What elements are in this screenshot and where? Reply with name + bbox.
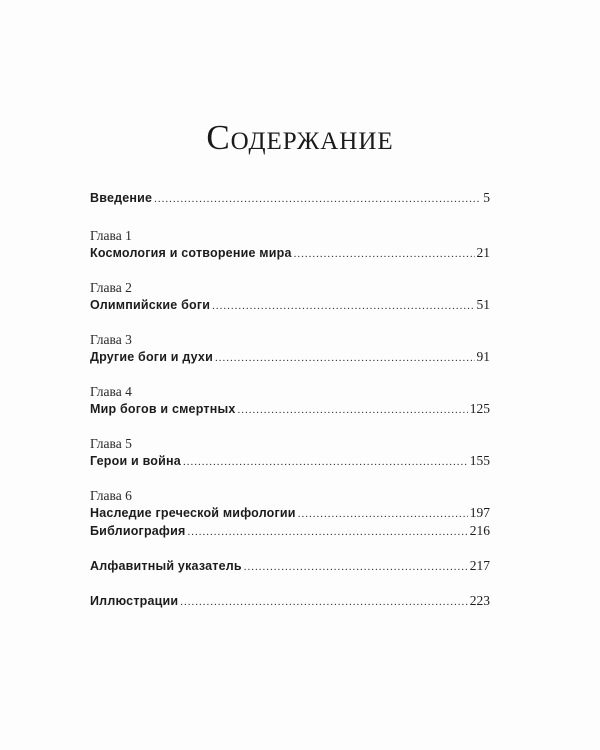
dot-leader <box>298 506 468 523</box>
toc-page-number: 217 <box>469 558 490 573</box>
toc-entry-title: Введение <box>90 191 153 205</box>
dot-leader <box>212 298 474 315</box>
chapter-label: Глава 6 <box>90 488 132 503</box>
chapter-label: Глава 5 <box>90 436 132 451</box>
toc-page-number: 223 <box>469 593 490 608</box>
toc-page-number: 91 <box>476 349 490 364</box>
dot-leader <box>215 350 475 367</box>
toc-entry-bibliography[interactable] <box>90 522 490 539</box>
toc-entry-title: Иллюстрации <box>90 594 179 608</box>
dot-leader <box>183 454 468 471</box>
page-title: Содержание <box>206 118 394 157</box>
toc-entry-chapter-6[interactable] <box>90 488 490 521</box>
dot-leader <box>244 559 468 576</box>
toc-entry-chapter-3[interactable] <box>90 332 490 365</box>
dot-leader <box>294 246 475 263</box>
toc-page-number: 125 <box>469 401 490 416</box>
toc-page-number: 51 <box>476 297 490 312</box>
dot-leader <box>237 402 467 419</box>
toc-page-number: 197 <box>469 505 490 520</box>
toc-entry-chapter-2[interactable] <box>90 280 490 313</box>
toc-entry-title: Библиография <box>90 524 186 538</box>
toc-entry-title: Алфавитный указатель <box>90 559 242 573</box>
dot-leader <box>154 191 481 208</box>
toc-page-number: 155 <box>469 453 490 468</box>
chapter-label: Глава 3 <box>90 332 132 347</box>
toc-entry-chapter-4[interactable] <box>90 384 490 417</box>
chapter-label: Глава 2 <box>90 280 132 295</box>
chapter-label: Глава 4 <box>90 384 132 399</box>
chapter-label: Глава 1 <box>90 228 132 243</box>
toc-page-number: 5 <box>483 190 490 205</box>
dot-leader <box>180 594 467 611</box>
toc-entry-illustrations[interactable] <box>90 592 490 609</box>
toc-entry-chapter-1[interactable] <box>90 228 490 261</box>
toc-entry-title: Мир богов и смертных <box>90 402 236 416</box>
toc-entry-index[interactable] <box>90 557 490 574</box>
toc-entry-chapter-5[interactable] <box>90 436 490 469</box>
toc-entry-introduction[interactable] <box>90 189 490 206</box>
toc-entry-title: Космология и сотворение мира <box>90 246 292 260</box>
toc-entry-title: Олимпийские боги <box>90 298 211 312</box>
dot-leader <box>187 524 467 541</box>
toc-entry-title: Наследие греческой мифологии <box>90 506 296 520</box>
toc-entry-title: Герои и война <box>90 454 181 468</box>
toc-entry-title: Другие боги и духи <box>90 350 213 364</box>
toc-page-number: 21 <box>476 245 490 260</box>
toc-page-number: 216 <box>469 523 490 538</box>
